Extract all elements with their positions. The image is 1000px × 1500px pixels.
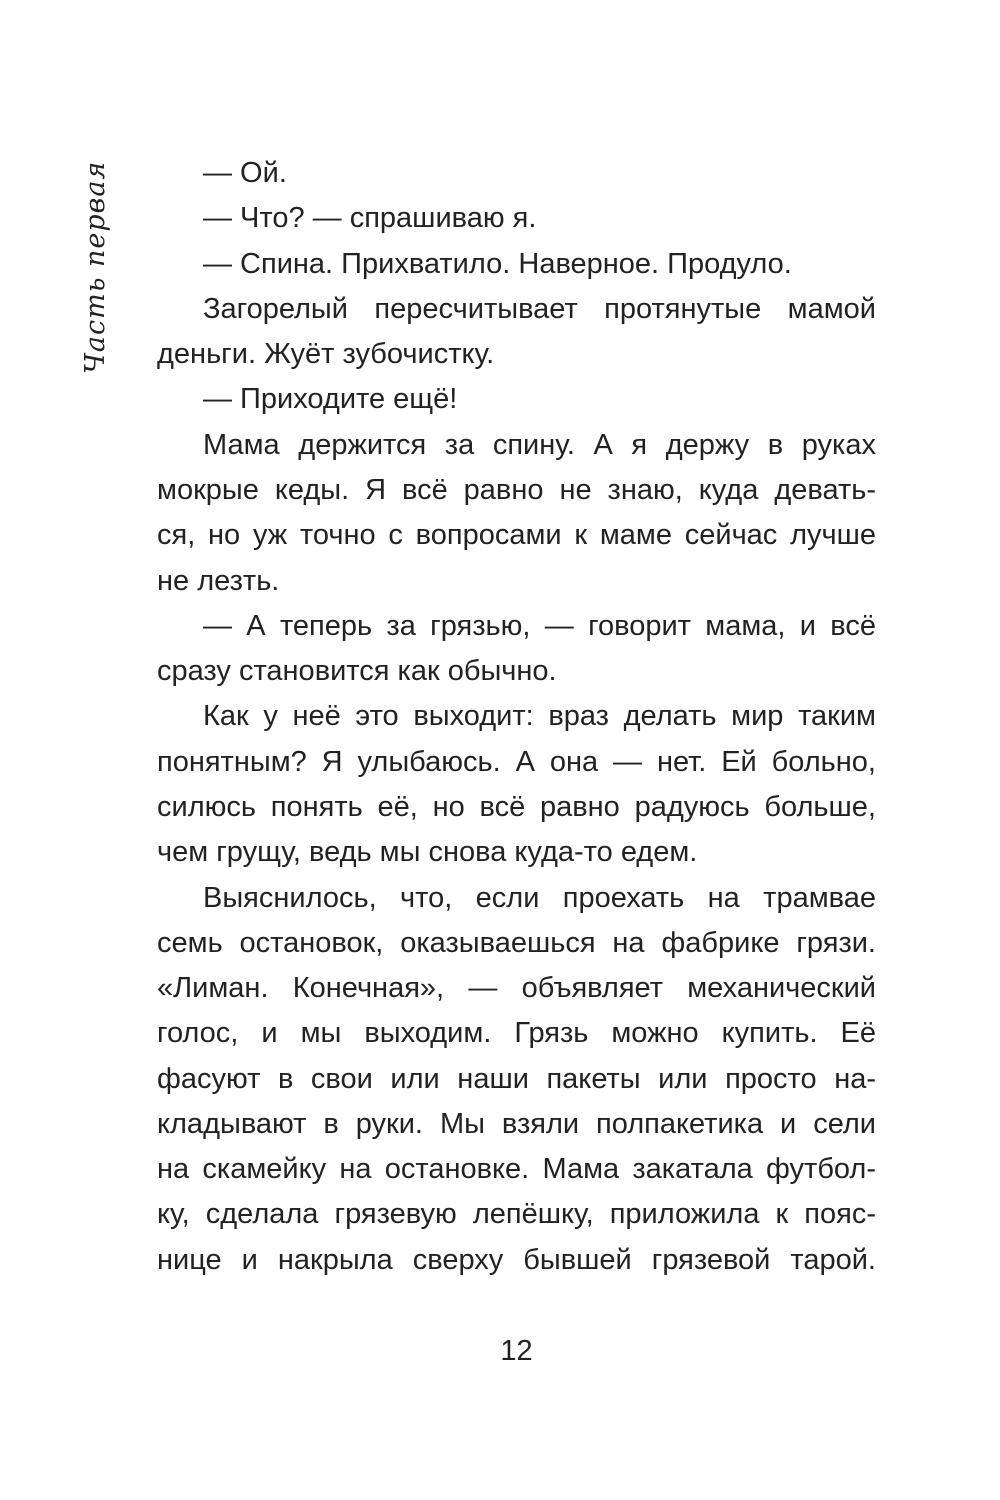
text-line: «Лиман. Конечная», — объявляет механический <box>157 972 876 1005</box>
paragraph <box>157 876 876 1284</box>
text-line: ку, сделала грязевую лепёшку, приложила к пояс- <box>157 1198 876 1231</box>
text-line: на скамейку на остановке. Мама закатала футбол- <box>157 1153 876 1186</box>
text-line: — Что? — спрашиваю я. <box>203 202 537 235</box>
text-line: чем грущу, ведь мы снова куда-то едем. <box>157 836 698 869</box>
paragraph <box>157 377 876 422</box>
text-line: — А теперь за грязью, — говорит мама, и всё <box>203 609 876 642</box>
paragraph <box>157 242 876 287</box>
paragraph <box>157 287 876 378</box>
text-line: деньги. Жуёт зубочистку. <box>157 338 495 371</box>
text-line: сразу становится как обычно. <box>157 655 557 688</box>
body-text <box>157 151 876 1283</box>
text-line: мокрые кеды. Я всё равно не знаю, куда девать- <box>157 473 876 506</box>
text-line: Мама держится за спину. А я держу в руках <box>203 428 876 461</box>
paragraph <box>157 694 876 875</box>
text-line: не лезть. <box>157 564 280 597</box>
text-line: кладывают в руки. Мы взяли полпакетика и сели <box>157 1107 876 1140</box>
paragraph <box>157 604 876 695</box>
running-section-title: Часть первая <box>80 160 111 374</box>
text-line: Загорелый пересчитывает протянутые мамой <box>203 292 876 325</box>
paragraph <box>157 151 876 196</box>
text-line: — Спина. Прихватило. Наверное. Продуло. <box>203 247 792 280</box>
text-line: нице и накрыла сверху бывшей грязевой тарой. <box>157 1243 876 1276</box>
paragraph <box>157 196 876 241</box>
text-line: Выяснилось, что, если проехать на трамвае <box>203 881 876 914</box>
text-line: — Приходите ещё! <box>203 383 458 416</box>
text-line: — Ой. <box>203 157 287 189</box>
text-line: голос, и мы выходим. Грязь можно купить. Её <box>157 1017 876 1050</box>
text-line: Как у неё это выходит: враз делать мир таким <box>203 700 876 733</box>
paragraph <box>157 423 876 604</box>
text-line: семь остановок, оказываешься на фабрике грязи. <box>157 926 876 959</box>
text-line: ся, но уж точно с вопросами к маме сейчас лучше <box>157 519 876 552</box>
text-line: фасуют в свои или наши пакеты или просто на- <box>157 1062 876 1095</box>
text-line: понятным? Я улыбаюсь. А она — нет. Ей больно, <box>157 745 876 778</box>
page-number: 12 <box>500 1335 533 1367</box>
text-line: силюсь понять её, но всё равно радуюсь больше, <box>157 790 876 823</box>
